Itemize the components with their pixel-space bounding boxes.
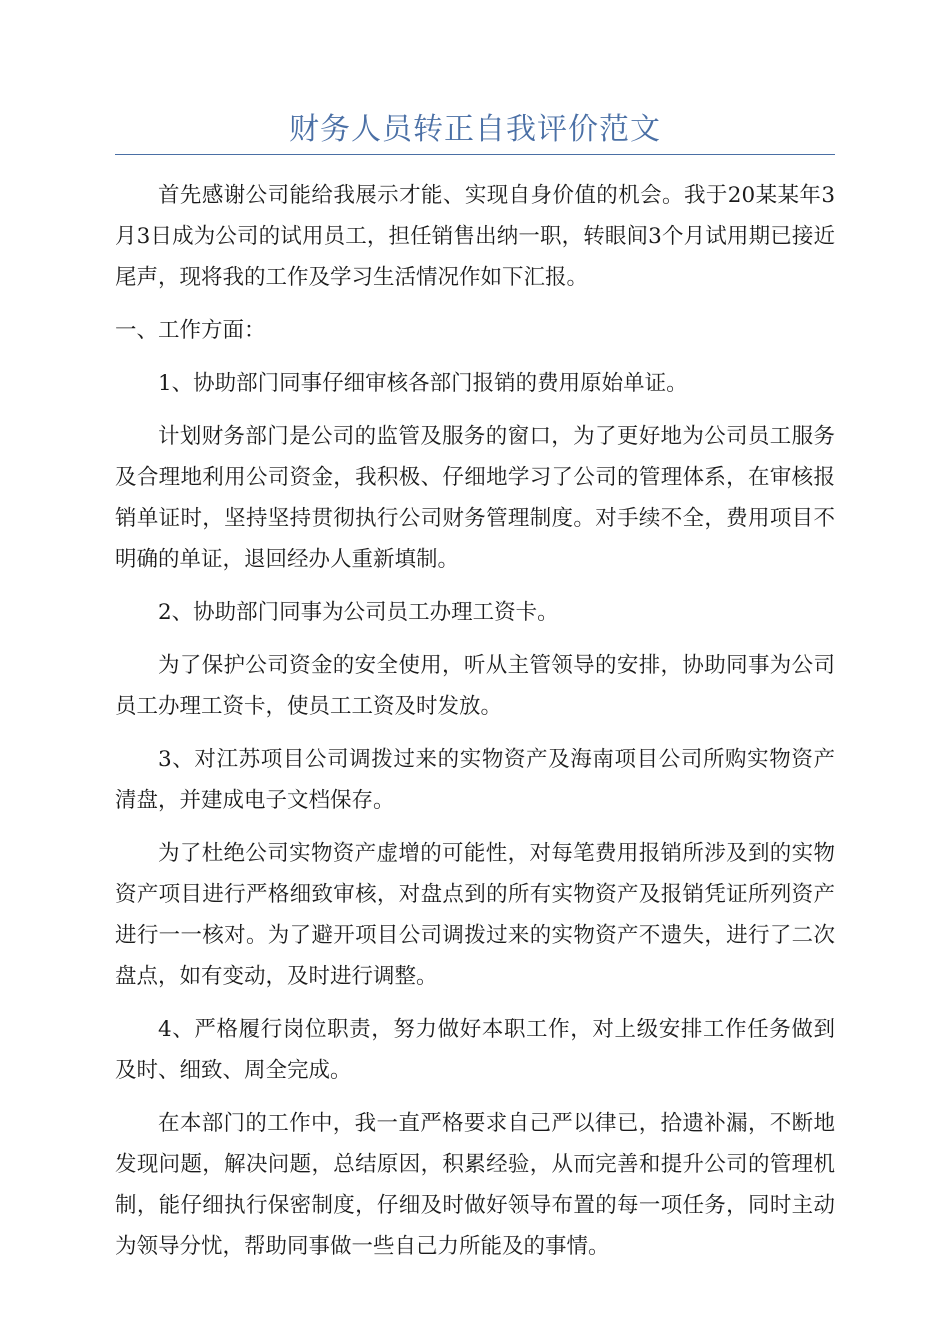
document-title: 财务人员转正自我评价范文 [289,112,661,147]
paragraph-item-3: 为了杜绝公司实物资产虚增的可能性，对每笔费用报销所涉及到的实物资产项目进行严格细致审核，对盘点到的所有实物资产及报销凭证所列资产进行一一核对。为了避开项目公司调拨过来的实物资产不遗失，进行了二次盘点，如有变动，及时进行调整。 [115,841,835,989]
paragraph-item-1: 计划财务部门是公司的监管及服务的窗口，为了更好地为公司员工服务及合理地利用公司资金，我积极、仔细地学习了公司的管理体系，在审核报销单证时，坚持坚持贯彻执行公司财务管理制度。对手续不全，费用项目不明确的单证，退回经办人重新填制。 [115,424,835,572]
item-heading-3: 3、对江苏项目公司调拨过来的实物资产及海南项目公司所购实物资产清盘，并建成电子文档保存。 [115,747,835,813]
title-block [115,108,835,155]
section-heading-work: 一、工作方面： [115,318,266,343]
paragraph-intro: 首先感谢公司能给我展示才能、实现自身价值的机会。我于20某某年3月3日成为公司的试用员工，担任销售出纳一职，转眼间3个月试用期已接近尾声，现将我的工作及学习生活情况作如下汇报。 [115,183,835,290]
document-body [115,175,835,1279]
item-heading-2: 2、协助部门同事为公司员工办理工资卡。 [158,600,559,625]
item-heading-1: 1、协助部门同事仔细审核各部门报销的费用原始单证。 [158,371,688,396]
item-heading-4: 4、严格履行岗位职责，努力做好本职工作，对上级安排工作任务做到及时、细致、周全完成。 [115,1017,835,1083]
paragraph-item-4: 在本部门的工作中，我一直严格要求自己严以律已，拾遗补漏，不断地发现问题，解决问题，总结原因，积累经验，从而完善和提升公司的管理机制，能仔细执行保密制度，仔细及时做好领导布置的每一项任务，同时主动为领导分忧，帮助同事做一些自己力所能及的事情。 [115,1111,835,1259]
paragraph-item-2: 为了保护公司资金的安全使用，听从主管领导的安排，协助同事为公司员工办理工资卡，使员工工资及时发放。 [115,653,835,719]
